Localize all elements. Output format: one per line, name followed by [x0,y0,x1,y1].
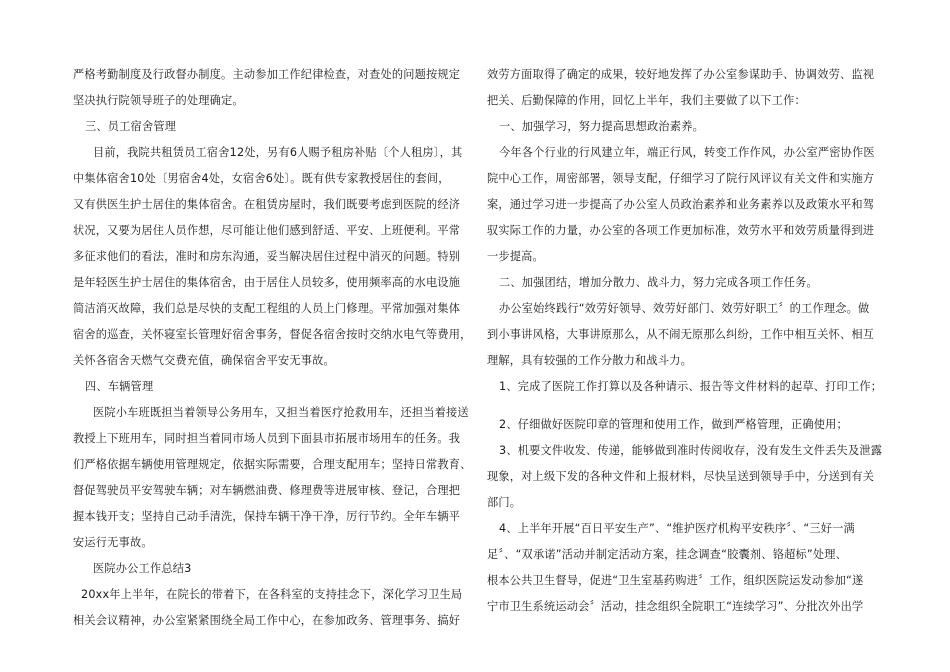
text-line: 坚决执行院领导班子的处理确定。 [73,94,244,107]
text-line: 们严格依据车辆使用管理规定，依据实际需要，合理支配用车；坚持日常教育、 [73,458,472,471]
text-line: 宁市卫生系统运动会〞活动，挂念组织全院职工“连续学习”、分批次外出学 [487,600,864,613]
text-line: 理解，具有较强的工作分散力和战斗力。 [487,354,692,367]
text-line: 又有供医生护士居住的集体宿舍。在租赁房屋时，我们既要考虑到医院的经济 [73,198,461,211]
list-item: 1、完成了医院工作打算以及各种请示、报告等文件材料的起草、打印工作； [499,380,883,393]
text-line: 把关、后勤保障的作用，回忆上半年，我们主要做了以下工作： [487,94,806,107]
text-line: 关怀各宿舍天燃气交费充值，确保宿舍平安无事故。 [73,354,335,367]
section-heading: 四、车辆管理 [85,380,154,393]
section-heading: 一、加强学习，努力提高思想政治素养。 [499,120,704,133]
left-column [73,62,473,634]
text-line: 到小事讲风格，大事讲原那么，从不闹无原那么纠纷，工作中相互关怀、相互 [487,328,875,341]
text-line: 教授上下班用车，同时担当着同市场人员到下面县市拓展市场用车的任务。我 [73,432,461,445]
text-line: 现象，对上级下发的各种文件和上报材料，尽快呈送到领导手中，分送到有关 [487,470,875,483]
text-line: 多征求他们的看法，准时和房东沟通，妥当解决居住过程中消灭的问题。特别 [73,250,461,263]
text-line: 严格考勤制度及行政督办制度。主动参加工作纪律检查，对查处的问题按规定 [73,68,461,81]
text-line: 今年各个行业的行风建立年，端正行风，转变工作作风，办公室严密协作医 [499,146,875,159]
text-line: 案，通过学习进一步提高了办公室人员政治素养和业务素养以及政策水平和驾 [487,198,875,211]
text-line: 驭实际工作的力量，办公室的各项工作更加标准，效劳水平和效劳质量得到进 [487,224,875,237]
text-line: 简洁消灭故障，我们总是尽快的支配工程组的人员上门修理。平常加强对集体 [73,302,461,315]
text-line: 中集体宿舍10处〔男宿舍4处，女宿舍6处〕。既有供专家教授居住的套间， [73,172,450,185]
text-line: 院中心工作，周密部署，领导支配，仔细学习了院行风评议有关文件和实施方 [487,172,875,185]
text-line: 宿舍的巡查，关怀寝室长管理好宿舍事务，督促各宿舍按时交纳水电气等费用， [73,328,472,341]
text-line: 效劳方面取得了确定的成果，较好地发挥了办公室参谋助手、协调效劳、监视 [487,68,875,81]
text-line: 根本公共卫生督导，促进“卫生室基药购进〞工作，组织医院运发动参加“遂 [487,574,864,587]
document-title: 医院办公工作总结3 [93,562,192,575]
section-heading: 二、加强团结，增加分散力、战斗力，努力完成各项工作任务。 [499,276,818,289]
text-line: 握本钱开支；坚持自己动手清洗，保持车辆干净干净，厉行节约。全年车辆平 [73,510,461,523]
text-line: 目前，我院共租赁员工宿舍12处，另有6人赐予租房补贴〔个人租房〕，其 [93,146,463,159]
text-line: 20xx年上半年，在院长的带着下，在各科室的支持挂念下，深化学习卫生局 [81,588,463,601]
text-line: 是年轻医生护士居住的集体宿舍，由于居住人员较多，使用频率高的水电设施 [73,276,461,289]
text-line: 办公室始终践行“效劳好领导、效劳好部门、效劳好职工〞的工作理念。做 [499,302,870,315]
text-line: 部门。 [487,496,522,509]
text-line: 相关会议精神，办公室紧紧围绕全局工作中心，在参加政务、管理事务、搞好 [73,614,461,627]
right-column [487,62,890,620]
text-line: 安运行无事故。 [73,536,153,549]
list-item: 3、机要文件收发、传递，能够做到准时传阅收存，没有发生文件丢失及泄露 [499,444,883,457]
list-item: 2、仔细做好医院印章的管理和使用工作，做到严格管理，正确使用； [499,418,848,431]
section-heading: 三、员工宿舍管理 [85,120,177,133]
text-line: 一步提高。 [487,250,544,263]
text-line: 医院小车班既担当着领导公务用车，又担当着医疗抢救用车，还担当着接送 [93,406,469,419]
list-item: 4、上半年开展“百日平安生产”、“维护医疗机构平安秩序〞、“三好一满 [499,522,855,535]
text-line: 状况，又要为居住人员作想，尽可能让他们感到舒适、平安、上班便利。平常 [73,224,461,237]
text-line: 足〞、“双承诺”活动并制定活动方案，挂念调查“胶囊剂、铬超标”处理、 [487,548,848,561]
text-line: 督促驾驶员平安驾驶车辆；对车辆燃油费、修理费等进展审核、登记，合理把 [73,484,461,497]
